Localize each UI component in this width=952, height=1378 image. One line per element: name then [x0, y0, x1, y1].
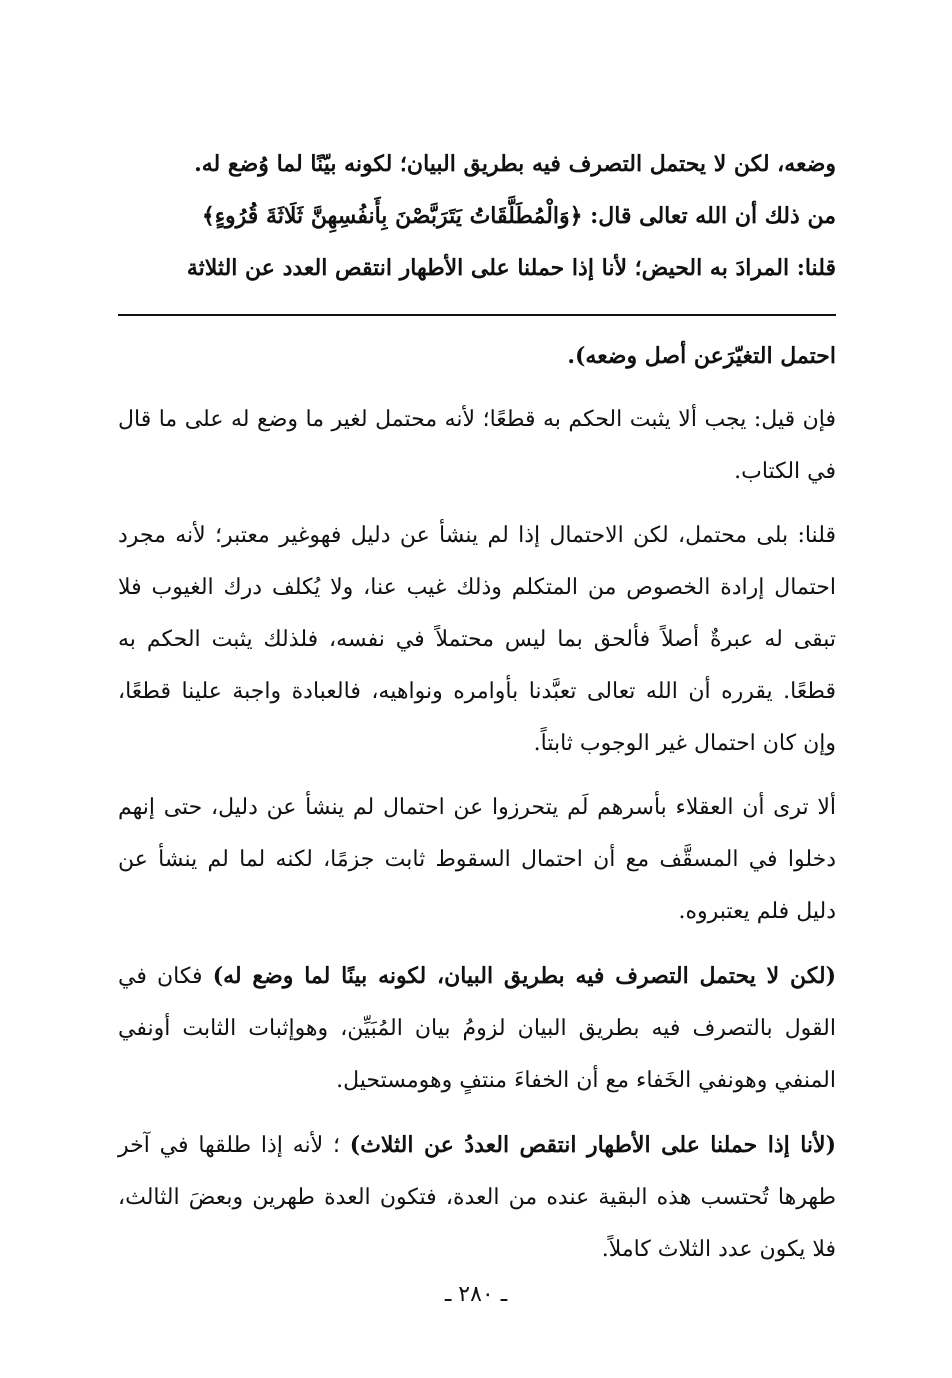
- page-number: ـ ٢٨٠ ـ: [444, 1282, 508, 1307]
- commentary-text: ؛ لأنه إذا طلقها في آخر طهرها تُحتسب هذه البقية عنده من العدة، فتكون العدة طهرين وبعضَ الثالث، فلا يكون عدد الثلاث كاملاً.: [118, 1133, 836, 1262]
- commentary-paragraph: [118, 950, 836, 1107]
- main-text-line: من ذلك أن الله تعالى قال: ﴿وَالْمُطَلَّقَاتُ يَتَرَبَّصْنَ بِأَنفُسِهِنَّ ثَلَاثَةَ قُرُوءٍ﴾: [201, 203, 836, 229]
- commentary-text: فكان في القول بالتصرف فيه بطريق البيان لزومُ بيان المُبَيِّن، وهوإثبات الثابت أونفي المنفي وهونفي الخَفاء مع أن الخفاءَ منتفٍ وهومستحيل.: [118, 964, 836, 1093]
- main-text: [118, 138, 836, 294]
- page-body: [118, 138, 836, 1288]
- commentary: [118, 330, 836, 1276]
- commentary-paragraph: ألا ترى أن العقلاء بأسرهم لَم يتحرزوا عن احتمال لم ينشأ عن دليل، حتى إنهم دخلوا في المسقَّف مع أن احتمال السقوط ثابت جزمًا، لكنه لما لم ينشأ عن دليل فلم يعتبروه.: [118, 795, 836, 924]
- main-text-line: قلنا: المرادَ به الحيض؛ لأنا إذا حملنا على الأطهار انتقص العدد عن الثلاثة: [186, 255, 836, 281]
- commentary-paragraph: احتمل التغيّرَعن أصل وضعه).: [567, 343, 836, 369]
- quoted-phrase: (لكن لا يحتمل التصرف فيه بطريق البيان، لكونه بينًا لما وضع له): [212, 963, 837, 989]
- commentary-paragraph: قلنا: بلى محتمل، لكن الاحتمال إذا لم ينشأ عن دليل فهوغير معتبر؛ لأنه مجرد احتمال إرادة الخصوص من المتكلم وذلك غيب عنا، ولا يُكلف درك الغيوب فلا تبقى له عبرةٌ أصلاً فألحق بما ليس محتملاً في نفسه، فلذلك يثبت الحكم به قطعًا. يقرره أن الله تعالى تعبَّدنا بأوامره ونواهيه، فالعبادة واجبة علينا قطعًا، وإن كان احتمال غير الوجوب ثابتاً.: [118, 523, 836, 756]
- commentary-paragraph: [118, 1119, 836, 1276]
- quoted-phrase: (لأنا إذا حملنا على الأطهار انتقص العددُ عن الثلاث): [349, 1132, 836, 1158]
- commentary-paragraph: فإن قيل: يجب ألا يثبت الحكم به قطعًا؛ لأنه محتمل لغير ما وضع له على ما قال في الكتاب.: [118, 407, 836, 484]
- section-divider: [118, 314, 836, 316]
- main-text-line: وضعه، لكن لا يحتمل التصرف فيه بطريق البيان؛ لكونه بيّنًا لما وُضع له.: [194, 151, 836, 177]
